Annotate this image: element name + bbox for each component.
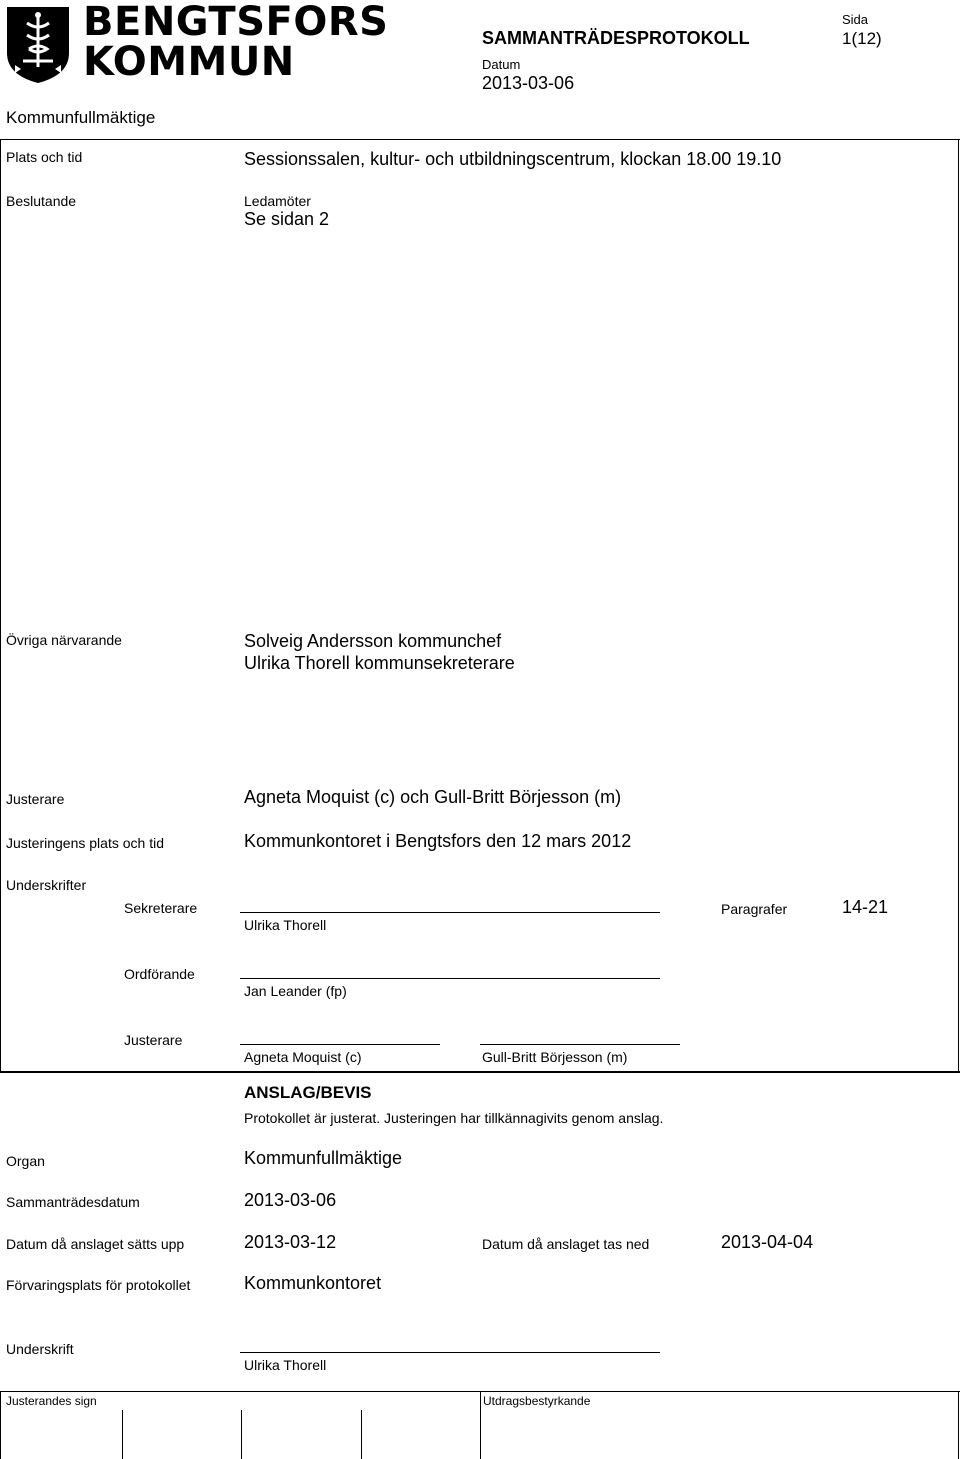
underskrift-name: Ulrika Thorell <box>244 1357 327 1373</box>
justerare-name-1: Agneta Moquist (c) <box>244 1049 362 1065</box>
sign-box-divider <box>480 1391 481 1459</box>
datum-value: 2013-03-06 <box>482 73 575 93</box>
forvaring-label: Förvaringsplats för protokollet <box>6 1277 191 1293</box>
page-number: 1(12) <box>842 29 882 48</box>
sekreterare-label: Sekreterare <box>124 900 198 916</box>
justerare-label: Justerare <box>6 791 65 807</box>
datum-label: Datum <box>482 57 521 72</box>
ledamoter-value: Se sidan 2 <box>244 209 330 229</box>
logo-text-line2: KOMMUN <box>83 39 295 85</box>
page-label: Sida <box>842 12 869 27</box>
plats-label: Plats och tid <box>6 149 83 165</box>
sekreterare-name: Ulrika Thorell <box>244 917 327 933</box>
justering-label: Justeringens plats och tid <box>6 835 164 851</box>
beslutande-label: Beslutande <box>6 193 77 209</box>
forvaring-value: Kommunkontoret <box>244 1273 382 1293</box>
ovriga-label: Övriga närvarande <box>6 632 122 648</box>
underskrift-label: Underskrift <box>6 1341 74 1357</box>
paragrafer-value: 14-21 <box>842 897 889 917</box>
sign-box-divider <box>241 1410 242 1459</box>
sign-justerare-label: Justerare <box>124 1032 183 1048</box>
ovriga-line2: Ulrika Thorell kommunsekreterare <box>244 653 515 673</box>
anslag-text: Protokollet är justerat. Justeringen har tillkännagivits genom anslag. <box>244 1110 664 1126</box>
anslag-ned-label: Datum då anslaget tas ned <box>482 1236 650 1252</box>
justerandes-sign-label: Justerandes sign <box>6 1394 97 1408</box>
justerare-name-2: Gull-Britt Börjesson (m) <box>482 1049 628 1065</box>
paragrafer-label: Paragrafer <box>721 901 788 917</box>
ordforande-name: Jan Leander (fp) <box>244 983 347 999</box>
ovriga-line1: Solveig Andersson kommunchef <box>244 631 502 651</box>
sign-box-divider <box>122 1410 123 1459</box>
municipal-crest-icon <box>5 5 71 85</box>
anslag-ned-value: 2013-04-04 <box>721 1232 814 1252</box>
anslag-upp-label: Datum då anslaget sätts upp <box>6 1236 185 1252</box>
ledamoter-label: Ledamöter <box>244 193 311 209</box>
sammantradesdatum-label: Sammanträdesdatum <box>6 1194 140 1210</box>
justerare-value: Agneta Moquist (c) och Gull-Britt Börjesson (m) <box>244 787 622 807</box>
justering-value: Kommunkontoret i Bengtsfors den 12 mars 2012 <box>244 831 632 851</box>
organ-heading: Kommunfullmäktige <box>6 108 156 127</box>
anslag-upp-value: 2013-03-12 <box>244 1232 337 1252</box>
underskrifter-label: Underskrifter <box>6 877 87 893</box>
sign-box-divider <box>361 1410 362 1459</box>
ordforande-label: Ordförande <box>124 966 195 982</box>
document-type: SAMMANTRÄDESPROTOKOLL <box>482 28 750 48</box>
plats-value: Sessionssalen, kultur- och utbildningscentrum, klockan 18.00 19.10 <box>244 149 782 169</box>
sammantradesdatum-value: 2013-03-06 <box>244 1190 337 1210</box>
anslag-title: ANSLAG/BEVIS <box>244 1083 372 1102</box>
utdragsbestyrkande-label: Utdragsbestyrkande <box>483 1394 591 1408</box>
logo-text-line1: BENGTSFORS <box>83 0 389 45</box>
anslag-organ-label: Organ <box>6 1153 45 1169</box>
anslag-organ-value: Kommunfullmäktige <box>244 1148 403 1168</box>
